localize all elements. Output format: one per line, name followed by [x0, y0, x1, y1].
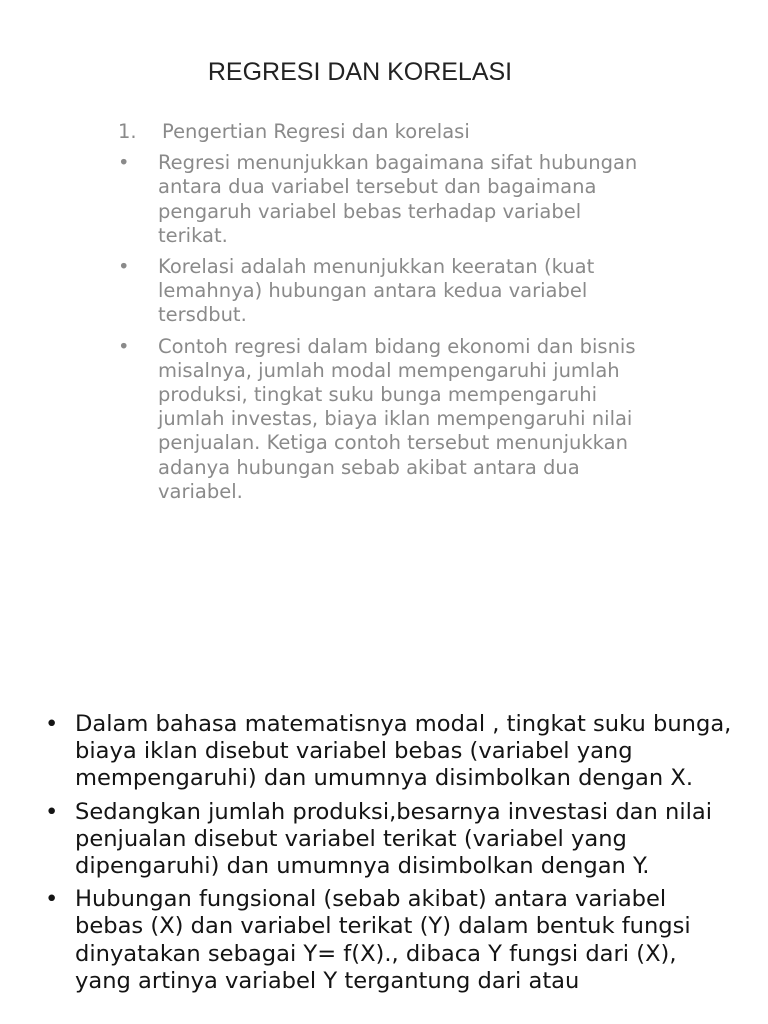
- list-item: [45, 711, 735, 793]
- bullet-icon: •: [45, 886, 59, 913]
- bullet-icon: •: [118, 255, 130, 279]
- list-item: [45, 886, 735, 995]
- list-item: [118, 335, 648, 504]
- list-item-text: Sedangkan jumlah produksi,besarnya investasi dan nilai penjualan disebut variabel terikat (variabel yang dipengaruhi) dan umumnya disimbolkan dengan Y.: [75, 798, 713, 880]
- number-marker: 1.: [118, 120, 137, 143]
- list-item-text: Dalam bahasa matematisnya modal , tingkat suku bunga, biaya iklan disebut variabel bebas (variabel yang mempengaruhi) dan umumnya disimbolkan dengan X.: [75, 711, 732, 792]
- bullet-icon: •: [45, 798, 59, 825]
- numbered-item-text: Pengertian Regresi dan korelasi: [162, 120, 470, 143]
- bullet-icon: •: [45, 711, 59, 737]
- list-item-text: Contoh regresi dalam bidang ekonomi dan bisnis misalnya, jumlah modal mempengaruhi jumlah produksi, tingkat suku bunga mempengaruhi jumlah investas, biaya iklan mempengaruhi nilai penjualan. Ketiga contoh tersebut menunjukkan adanya hubungan sebab akibat antara dua variabel.: [158, 334, 636, 503]
- slide1-content: [118, 120, 648, 511]
- slide-title: REGRESI DAN KORELASI: [207, 58, 513, 86]
- list-item-text: Korelasi adalah menunjukkan keeratan (kuat lemahnya) hubungan antara kedua variabel tersdbut.: [158, 255, 595, 327]
- list-item: [45, 799, 735, 881]
- list-item-text: Hubungan fungsional (sebab akibat) antara variabel bebas (X) dan variabel terikat (Y) dalam bentuk fungsi dinyatakan sebagai Y= f(X)., dibaca Y fungsi dari (X), yang artinya variabel Y tergantung dari atau: [75, 886, 691, 994]
- list-item-text: Regresi menunjukkan bagaimana sifat hubungan antara dua variabel tersebut dan bagaimana pengaruh variabel bebas terhadap variabel terikat.: [158, 151, 638, 247]
- list-item: [118, 255, 648, 328]
- slide2-content: [45, 711, 735, 1001]
- numbered-item: [118, 120, 648, 144]
- bullet-icon: •: [118, 151, 130, 175]
- bullet-icon: •: [118, 334, 130, 358]
- list-item: [118, 151, 648, 248]
